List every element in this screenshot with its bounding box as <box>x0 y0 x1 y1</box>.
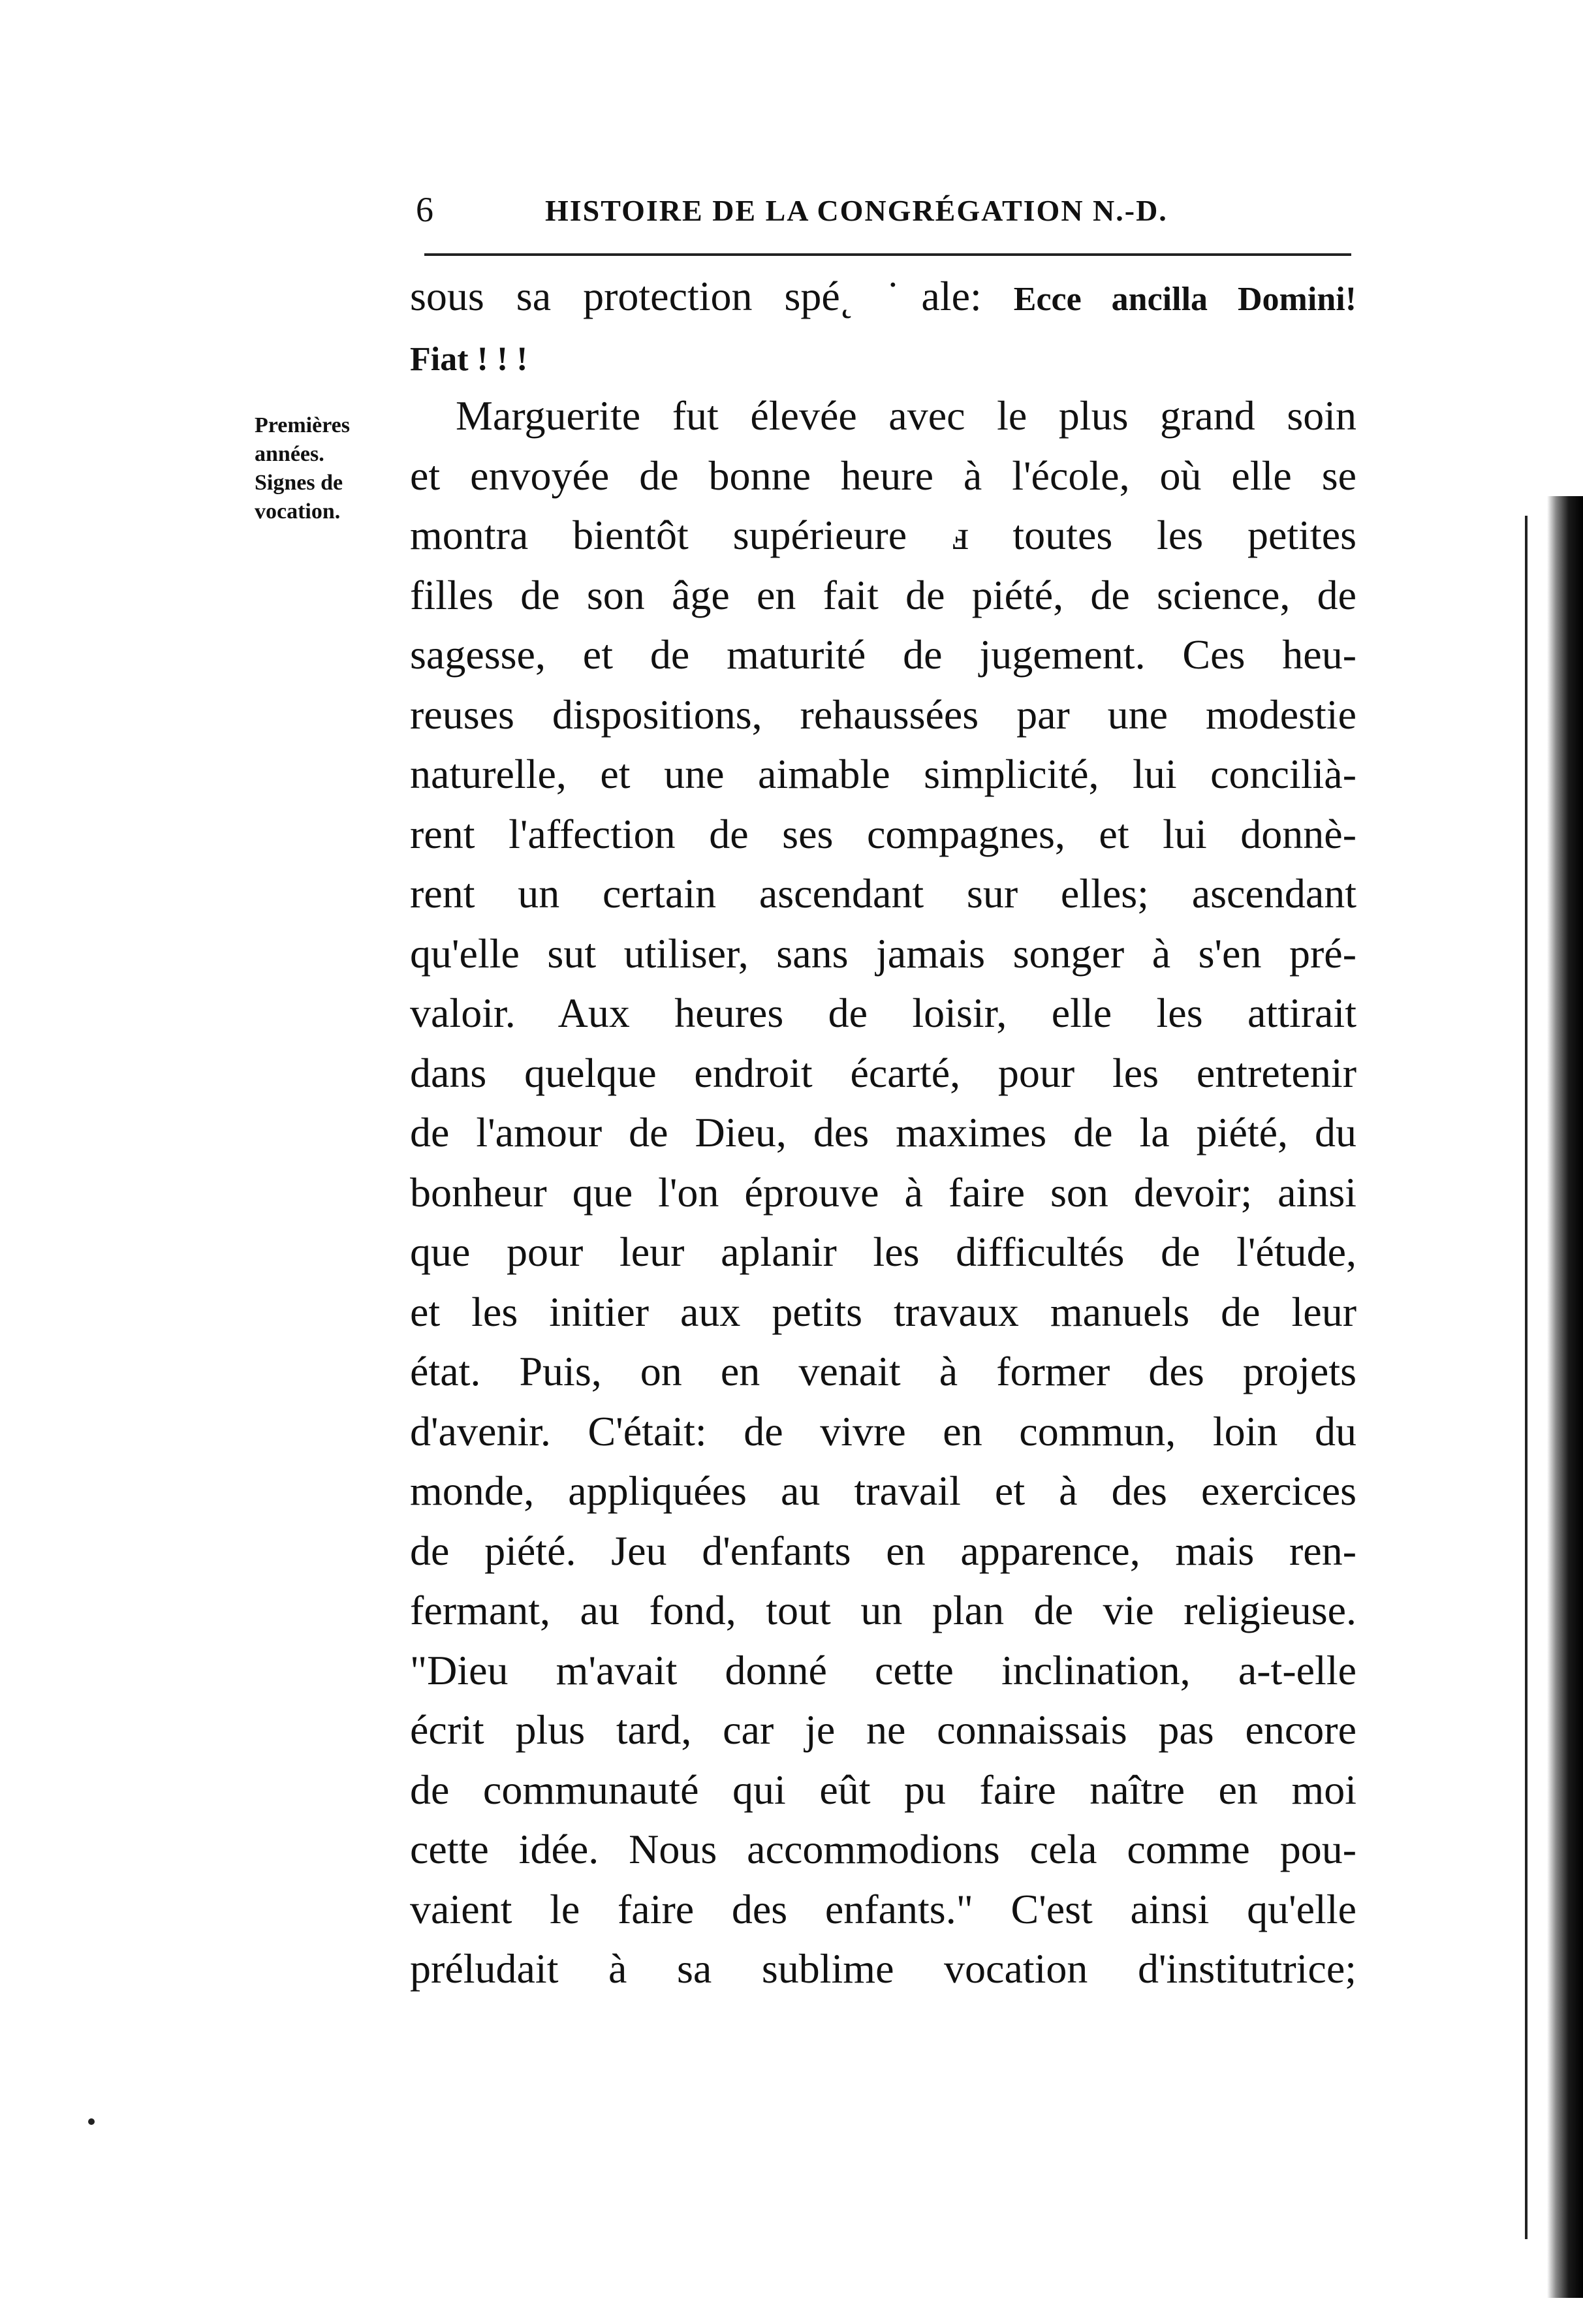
text-line: que pour leur aplanir les difficultés de l'étude, <box>410 1229 1356 1275</box>
text-line: qu'elle sut utiliser, sans jamais songer à s'en pré- <box>410 930 1356 977</box>
latin-quote: Fiat ! ! ! <box>410 340 528 378</box>
text-line: et envoyée de bonne heure à l'école, où elle se <box>410 452 1356 499</box>
text-line: de piété. Jeu d'enfants en apparence, mais ren- <box>410 1527 1356 1574</box>
text-line: préludait à sa sublime vocation d'institutrice; <box>410 1945 1356 1992</box>
running-head <box>408 189 1355 242</box>
text-line: valoir. Aux heures de loisir, elle les attirait <box>410 990 1356 1036</box>
text-line: sous sa protection spé˛ ˙ale: Ecce ancilla Domini! <box>410 273 1357 319</box>
text-line: "Dieu m'avait donné cette inclination, a-t-elle <box>410 1646 1356 1693</box>
text-line: et les initier aux petits travaux manuels de leur <box>410 1288 1356 1335</box>
scan-edge-shadow <box>1547 496 1583 2298</box>
page-edge-line <box>1525 516 1528 2239</box>
body-text <box>410 266 1356 1999</box>
margin-note-line: Premières <box>255 413 350 437</box>
latin-quote: Ecce ancilla Domini! <box>1013 281 1357 318</box>
text-line: de communauté qui eût pu faire naître en moi <box>410 1766 1356 1813</box>
margin-note-line: années. <box>255 442 324 466</box>
text-line: cette idée. Nous accommodions cela comme pou- <box>410 1826 1356 1872</box>
text-line: de l'amour de Dieu, des maximes de la piété, du <box>410 1109 1356 1155</box>
text-line: montra bientôt supérieure ⅎ toutes les petites <box>410 512 1356 558</box>
margin-note-line: vocation. <box>255 499 341 524</box>
text-line: rent l'affection de ses compagnes, et lui donnè- <box>410 810 1356 857</box>
text-line <box>410 326 1356 386</box>
text-line: reuses dispositions, rehaussées par une modestie <box>410 691 1356 738</box>
running-title: HISTOIRE DE LA CONGRÉGATION N.-D. <box>545 194 1168 227</box>
header-rule <box>424 253 1351 256</box>
text-line: sagesse, et de maturité de jugement. Ces heu- <box>410 631 1356 678</box>
text-line: naturelle, et une aimable simplicité, lui concilià- <box>410 751 1356 797</box>
text-line: fermant, au fond, tout un plan de vie religieuse. <box>410 1587 1356 1633</box>
text-line: filles de son âge en fait de piété, de science, de <box>410 571 1356 618</box>
text-line: bonheur que l'on éprouve à faire son devoir; ainsi <box>410 1169 1356 1216</box>
text-line: monde, appliquées au travail et à des exercices <box>410 1468 1356 1514</box>
text-line: vaient le faire des enfants." C'est ainsi qu'elle <box>410 1885 1356 1932</box>
scan-speck <box>88 2118 95 2125</box>
text-line: dans quelque endroit écarté, pour les entretenir <box>410 1049 1356 1096</box>
page-number: 6 <box>416 190 434 229</box>
margin-note-line: Signes de <box>255 471 343 495</box>
text-line: état. Puis, on en venait à former des projets <box>410 1348 1356 1394</box>
text-line: écrit plus tard, car je ne connaissais pas encore <box>410 1706 1356 1753</box>
text-line: d'avenir. C'était: de vivre en commun, loin du <box>410 1407 1356 1454</box>
paragraph-first-line: Marguerite fut élevée avec le plus grand soin <box>456 392 1356 439</box>
margin-note <box>255 411 405 526</box>
text-line: rent un certain ascendant sur elles; ascendant <box>410 870 1356 917</box>
